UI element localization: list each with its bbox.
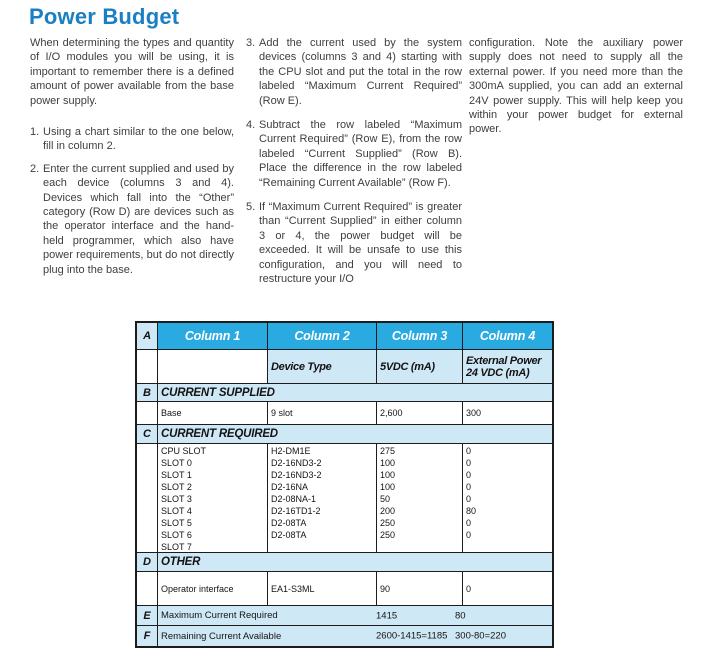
slot-5vdc: [380, 541, 459, 552]
slot-5vdc-cell: [377, 444, 463, 552]
subheader-col1-cell: [158, 350, 268, 383]
band-row-d: [137, 553, 552, 572]
base-5vdc-cell: 2,600: [377, 402, 463, 424]
list-item-number: 2.: [30, 162, 40, 175]
power-budget-table: [135, 321, 554, 648]
table-subheader-row: [137, 350, 552, 384]
slot-5vdc: 275: [380, 446, 396, 456]
list-item-text: Add the current used by the system devices (columns 3 and 4) starting with the CPU slot and put the total in the row labeled “Maximum Current Required” (Row E).: [259, 37, 462, 107]
page-title: Power Budget: [29, 4, 180, 29]
text-column-3: [469, 36, 683, 154]
header-column-1: Column 1: [158, 323, 268, 349]
list-item-number: 3.: [246, 37, 256, 49]
slot-devices-cell: [268, 444, 377, 552]
summary-row-f: [137, 626, 552, 646]
continuation-paragraph: configuration. Note the auxiliary power supply does not need to supply all the external power. If you need more than the 300mA supplied, you can add an external 24V power supply. This will help keep you within your power budget for external power.: [469, 37, 683, 136]
band-label-current-required: CURRENT REQUIRED: [161, 428, 278, 440]
slot-device: D2-16NA: [271, 482, 309, 492]
text-column-1: [30, 36, 234, 285]
list-item-text: Subtract the row labeled “Maximum Current Required” (Row E), from the row labeled “Current Supplied” (Row B). Place the difference in the row labeled “Remaining Current Available” (Row F).: [259, 119, 462, 189]
list-item-4: [246, 118, 462, 190]
row-letter-cell-b: B: [137, 384, 158, 401]
base-24vdc-cell: 300: [466, 408, 482, 418]
slot-name: SLOT 4: [161, 506, 192, 516]
summary-label: Remaining Current Available: [161, 630, 282, 642]
table-header-row: [137, 323, 552, 350]
slot-name: SLOT 2: [161, 482, 192, 492]
row-letter-cell-c: C: [137, 425, 158, 443]
slot-24vdc: 0: [466, 482, 472, 492]
row-letter-cell-f: F: [137, 626, 158, 646]
slot-name: SLOT 6: [161, 530, 192, 540]
list-item-number: 4.: [246, 119, 256, 132]
max-current-24vdc-value: 80: [455, 610, 466, 621]
slot-24vdc: 0: [466, 494, 472, 504]
slot-device: D2-16ND3-2: [271, 470, 322, 480]
list-item-text: Enter the current supplied and used by each device (columns 3 and 4). Devices which fall into the “Other” category (Row D) are devices such as the operator interface and the hand-held programmer, which also have power requirements, but do not directly plug into the base.: [43, 162, 234, 276]
slot-name: SLOT 1: [161, 470, 192, 480]
slot-24vdc: [466, 541, 549, 552]
slot-device: H2-DM1E: [271, 446, 311, 456]
base-name-cell: Base: [158, 402, 268, 424]
operator-5vdc-cell: 90: [377, 572, 463, 605]
list-item-number: 1.: [30, 126, 40, 139]
max-current-5vdc-value: 1415: [376, 610, 398, 621]
slot-5vdc: 200: [380, 506, 396, 516]
subheader-5vdc: 5VDC (mA): [377, 350, 463, 383]
slot-name: CPU SLOT: [161, 446, 207, 456]
operator-data-row: [137, 572, 552, 606]
summary-row-e: [137, 606, 552, 626]
list-item-1: [30, 125, 234, 154]
subheader-letter-cell: [137, 350, 158, 383]
row-letter-cell-a: A: [137, 323, 158, 349]
slot-24vdc: 0: [466, 530, 472, 540]
band-row-b: [137, 384, 552, 402]
list-item-3: [246, 36, 462, 108]
subheader-ext-power: External Power 24 VDC (mA): [463, 350, 552, 383]
subheader-device-type: Device Type: [268, 350, 377, 383]
slot-names-cell: [158, 444, 268, 552]
summary-label: Maximum Current Required: [161, 610, 278, 621]
max-current-required-cell: [158, 606, 552, 625]
base-data-row: [137, 402, 552, 425]
remaining-24vdc-value: 300-80=220: [455, 630, 506, 642]
slot-name: SLOT 3: [161, 494, 192, 504]
slots-data-row: [137, 444, 552, 553]
slot-5vdc: 250: [380, 518, 396, 528]
intro-paragraph: When determining the types and quantity of I/O modules you will be using, it is important to remember there is a defined amount of power available from the base power supply.: [30, 37, 234, 107]
band-label-current-supplied: CURRENT SUPPLIED: [161, 386, 275, 399]
slot-5vdc: 100: [380, 458, 396, 468]
row-letter-cell-empty: [137, 572, 158, 605]
slot-24vdc: 0: [466, 518, 472, 528]
list-item-text: Using a chart similar to the one below, fill in column 2.: [43, 126, 234, 153]
slot-device: D2-16ND3-2: [271, 458, 322, 468]
slot-24vdc: 0: [466, 470, 472, 480]
band-label-other: OTHER: [161, 556, 201, 568]
slot-device: D2-16TD1-2: [271, 506, 321, 516]
row-letter-cell-e: E: [137, 606, 158, 625]
band-row-c: [137, 425, 552, 444]
row-letter-cell-empty: [137, 402, 158, 424]
slot-5vdc: 100: [380, 482, 396, 492]
header-column-3: Column 3: [377, 323, 463, 349]
slot-name: SLOT 7: [161, 542, 192, 552]
operator-24vdc-cell: 0: [466, 583, 472, 594]
slot-name: SLOT 0: [161, 458, 192, 468]
slot-device: D2-08NA-1: [271, 494, 317, 504]
slot-device: D2-08TA: [271, 530, 307, 540]
slot-24vdc: 0: [466, 446, 472, 456]
list-item-text: If “Maximum Current Required” is greater than “Current Supplied” in either column 3 or 4, the power budget will be exceeded. It will be unsafe to use this configuration, and you will need to restructure your I/O: [259, 201, 462, 286]
row-letter-cell-d: D: [137, 553, 158, 571]
row-letter-cell-empty: [137, 444, 158, 552]
list-item-5: [246, 200, 462, 286]
header-column-4: Column 4: [479, 329, 536, 343]
slot-5vdc: 100: [380, 470, 396, 480]
operator-device-cell: EA1-S3ML: [268, 572, 377, 605]
slot-device: D2-08TA: [271, 518, 307, 528]
remaining-current-cell: [158, 626, 552, 646]
slot-name: SLOT 5: [161, 518, 192, 528]
base-device-cell: 9 slot: [268, 402, 377, 424]
slot-5vdc: 250: [380, 530, 396, 540]
remaining-5vdc-value: 2600-1415=1185: [376, 630, 448, 642]
list-item-2: [30, 162, 234, 277]
text-column-2: [246, 36, 462, 295]
operator-name-cell: Operator interface: [158, 572, 268, 605]
slot-24vdc: 80: [466, 506, 477, 516]
slot-24vdc: 0: [466, 458, 472, 468]
list-item-number: 5.: [246, 201, 256, 214]
slot-5vdc: 50: [380, 494, 391, 504]
header-column-2: Column 2: [268, 323, 377, 349]
slot-24vdc-cell: [463, 444, 552, 552]
slot-device: [271, 541, 373, 552]
